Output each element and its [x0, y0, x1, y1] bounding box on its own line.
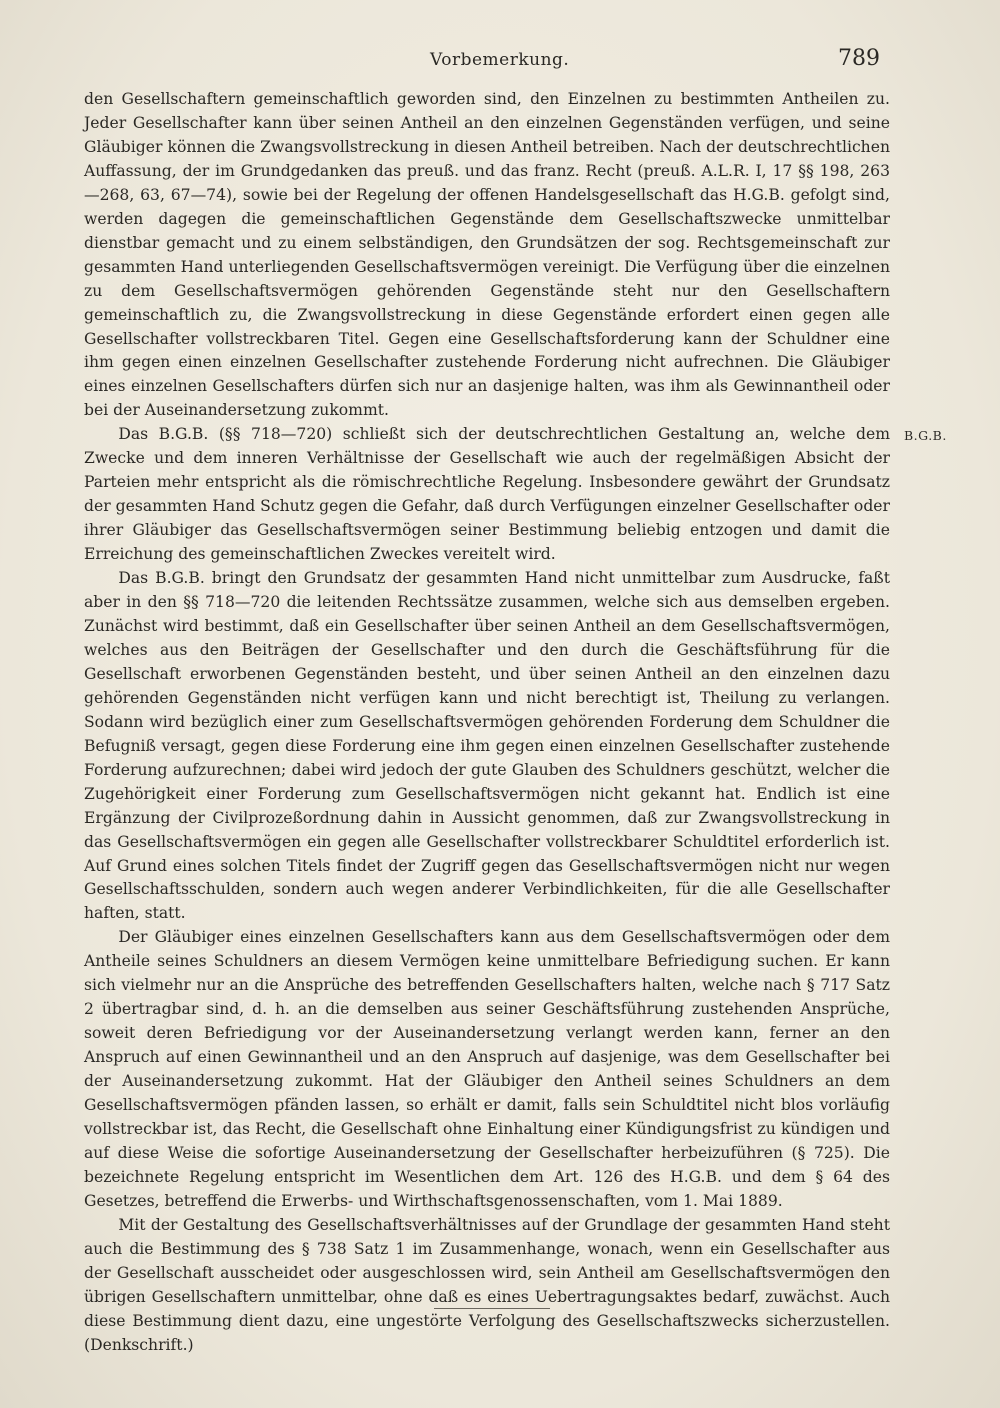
footer-rule: [434, 1308, 550, 1309]
paragraph-2: Das B.G.B. (§§ 718—720) schließt sich der deutschrechtlichen Gestaltung an, welche dem Zwecke und dem inneren Verhältnisse der Gesellschaft wie auch der regelmäßigen Absicht der Parteien mehr entspricht als die römischrechtliche Regelung. Insbesondere gewährt der Grundsatz der gesammten Hand Schutz gegen die Gefahr, daß durch Verfügungen einzelner Gesellschafter oder ihrer Gläubiger das Gesellschaftsvermögen seiner Bestimmung beliebig entzogen und damit die Erreichung des gemeinschaftlichen Zweckes vereitelt wird.: [84, 425, 890, 564]
margin-note: B.G.B.: [904, 428, 947, 443]
page-number: 789: [838, 46, 880, 71]
paragraph-1: den Gesellschaftern gemeinschaftlich geworden sind, den Einzelnen zu bestimmten Antheilen zu. Jeder Gesellschafter kann über seinen Antheil an den einzelnen Gegenständen verfügen, und seine Gläubiger können die Zwangsvollstreckung in diesen Antheil betreiben. Nach der deutschrechtlichen Auffassung, der im Grundgedanken das preuß. und das franz. Recht (preuß. A.L.R. I, 17 §§ 198, 263—268, 63, 67—74), sowie bei der Regelung der offenen Handelsgesellschaft das H.G.B. gefolgt sind, werden dagegen die gemeinschaftlichen Gegenstände dem Gesellschaftszwecke unmittelbar dienstbar gemacht und zu einem selbständigen, den Grundsätzen der sog. Rechtsgemeinschaft zur gesammten Hand unterliegenden Gesellschaftsvermögen vereinigt. Die Verfügung über die einzelnen zu dem Gesellschaftsvermögen gehörenden Gegenstände steht nur den Gesellschaftern gemeinschaftlich zu, die Zwangsvollstreckung in diese Gegenstände erfordert einen gegen alle Gesellschafter vollstreckbaren Titel. Gegen eine Gesellschaftsforderung kann der Schuldner eine ihm gegen einen einzelnen Gesellschafter zustehende Forderung nicht aufrechnen. Die Gläubiger eines einzelnen Gesellschafters dürfen sich nur an dasjenige halten, was ihm als Gewinnantheil oder bei der Auseinandersetzung zukommt.: [84, 90, 890, 420]
paragraph-3: Das B.G.B. bringt den Grundsatz der gesammten Hand nicht unmittelbar zum Ausdrucke, faßt aber in den §§ 718—720 die leitenden Rechtssätze zusammen, welche sich aus demselben ergeben. Zunächst wird bestimmt, daß ein Gesellschafter über seinen Antheil an dem Gesellschaftsvermögen, welches aus den Beiträgen der Gesellschafter und den durch die Geschäftsführung für die Gesellschaft erworbenen Gegenständen besteht, und über seinen Antheil an den einzelnen dazu gehörenden Gegenständen nicht verfügen kann und nicht berechtigt ist, Theilung zu verlangen. Sodann wird bezüglich einer zum Gesellschaftsvermögen gehörenden Forderung dem Schuldner die Befugniß versagt, gegen diese Forderung eine ihm gegen einen einzelnen Gesellschafter zustehende Forderung aufzurechnen; dabei wird jedoch der gute Glauben des Schuldners geschützt, welcher die Zugehörigkeit einer Forderung zum Gesellschaftsvermögen nicht gekannt hat. Endlich ist eine Ergänzung der Civilprozeßordnung dahin in Aussicht genommen, daß zur Zwangsvollstreckung in das Gesellschaftsvermögen ein gegen alle Gesellschafter vollstreckbarer Schuldtitel erforderlich ist. Auf Grund eines solchen Titels findet der Zugriff gegen das Gesellschaftsvermögen nicht nur wegen Gesellschaftsschulden, sondern auch wegen anderer Verbindlichkeiten, für die alle Gesellschafter haften, statt.: [84, 569, 890, 923]
paragraph-4: Der Gläubiger eines einzelnen Gesellschafters kann aus dem Gesellschaftsvermögen oder dem Antheile seines Schuldners an diesem Vermögen keine unmittelbare Befriedigung suchen. Er kann sich vielmehr nur an die Ansprüche des betreffenden Gesellschafters halten, welche nach § 717 Satz 2 übertragbar sind, d. h. an die demselben aus seiner Geschäftsführung zustehenden Ansprüche, soweit deren Befriedigung vor der Auseinandersetzung verlangt werden kann, ferner an den Anspruch auf einen Gewinnantheil und an den Anspruch auf dasjenige, was dem Gesellschafter bei der Auseinandersetzung zukommt. Hat der Gläubiger den Antheil seines Schuldners an dem Gesellschaftsvermögen pfänden lassen, so erhält er damit, falls sein Schuldtitel nicht blos vorläufig vollstreckbar ist, das Recht, die Gesellschaft ohne Einhaltung einer Kündigungsfrist zu kündigen und auf diese Weise die sofortige Auseinandersetzung der Gesellschafter herbeizuführen (§ 725). Die bezeichnete Regelung entspricht im Wesentlichen dem Art. 126 des H.G.B. und dem § 64 des Gesetzes, betreffend die Erwerbs- und Wirthschaftsgenossenschaften, vom 1. Mai 1889.: [84, 928, 890, 1210]
running-head: Vorbemerkung.: [430, 50, 570, 70]
paragraph-5: Mit der Gestaltung des Gesellschaftsverhältnisses auf der Grundlage der gesammten Hand steht auch die Bestimmung des § 738 Satz 1 im Zusammenhange, wonach, wenn ein Gesellschafter aus der Gesellschaft ausscheidet oder ausgeschlossen wird, sein Antheil am Gesellschaftsvermögen den übrigen Gesellschaftern unmittelbar, ohne daß es eines Uebertragungsaktes bedarf, zuwächst. Auch diese Bestimmung dient dazu, eine ungestörte Verfolgung des Gesellschaftszwecks sicherzustellen. (Denkschrift.): [84, 1215, 890, 1354]
body-text: [84, 88, 890, 1358]
